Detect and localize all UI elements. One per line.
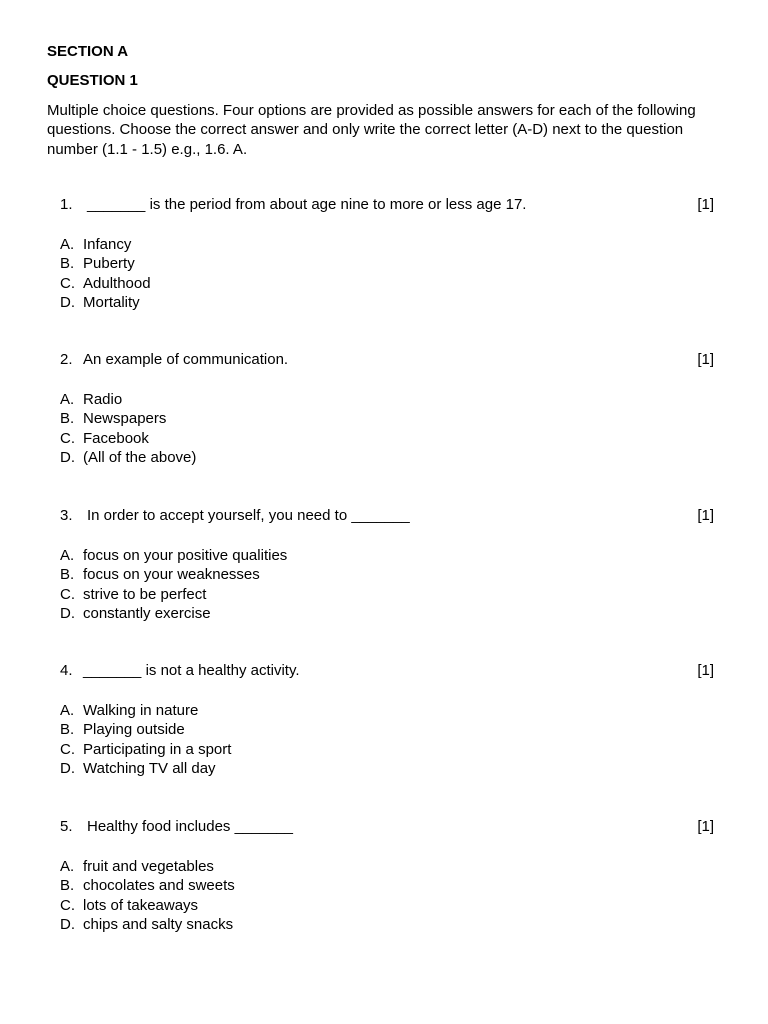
option-c: [60, 429, 714, 448]
question-mark: [1]: [697, 351, 714, 368]
question-text: Healthy food includes _______: [87, 818, 293, 835]
options-list: [60, 546, 714, 623]
option-letter: D.: [60, 448, 75, 466]
option-letter: D.: [60, 604, 75, 622]
option-letter: B.: [60, 410, 75, 428]
option-letter: A.: [60, 391, 75, 408]
option-letter: A.: [60, 236, 75, 253]
option-d: [60, 915, 714, 934]
options-list: [60, 857, 714, 934]
option-text: Participating in a sport: [83, 740, 232, 758]
option-b: [60, 254, 714, 273]
option-c: [60, 896, 714, 915]
option-a: [60, 857, 714, 876]
option-text: Mortality: [83, 293, 140, 311]
option-c: [60, 274, 714, 293]
question-mark: [1]: [697, 507, 714, 524]
option-a: [60, 701, 714, 720]
question-row: [60, 350, 714, 369]
option-a: [60, 546, 714, 565]
option-text: chips and salty snacks: [83, 915, 234, 933]
question-row: [60, 195, 714, 214]
question-3: [60, 506, 714, 623]
question-mark: [1]: [697, 196, 714, 213]
option-b: [60, 876, 714, 895]
option-letter: C.: [60, 585, 75, 603]
question-mark: [1]: [697, 818, 714, 835]
option-letter: C.: [60, 896, 75, 914]
option-b: [60, 565, 714, 584]
question-5: [60, 817, 714, 934]
question-2: [60, 350, 714, 467]
option-text: Radio: [83, 391, 123, 408]
section-title: SECTION A: [47, 43, 129, 60]
option-letter: C.: [60, 274, 75, 292]
question-number: 2.: [60, 351, 73, 368]
option-text: Facebook: [83, 429, 149, 447]
option-letter: D.: [60, 759, 75, 777]
option-a: [60, 235, 714, 254]
option-text: Watching TV all day: [83, 759, 216, 777]
option-text: Adulthood: [83, 274, 151, 292]
option-text: (All of the above): [83, 448, 197, 466]
question-row: [60, 817, 714, 836]
question-1: [60, 195, 714, 312]
option-letter: A.: [60, 702, 75, 719]
option-letter: D.: [60, 915, 75, 933]
option-letter: A.: [60, 547, 75, 564]
question-row: [60, 506, 714, 525]
option-d: [60, 293, 714, 312]
option-text: focus on your weaknesses: [83, 566, 260, 584]
question-text: In order to accept yourself, you need to _______: [87, 507, 410, 524]
question-text: _______ is not a healthy activity.: [83, 662, 300, 679]
option-d: [60, 604, 714, 623]
options-list: [60, 235, 714, 312]
instructions-paragraph: Multiple choice questions. Four options are provided as possible answers for each of the following questions. Choose the correct answer and only write the correct letter (A-D) next to the question number (1.1 - 1.5) e.g., 1.6. A.: [47, 102, 696, 158]
option-text: Infancy: [83, 236, 132, 253]
option-b: [60, 409, 714, 428]
option-a: [60, 390, 714, 409]
option-letter: B.: [60, 877, 75, 895]
option-b: [60, 720, 714, 739]
option-letter: B.: [60, 255, 75, 273]
option-text: lots of takeaways: [83, 896, 199, 914]
question-number: 1.: [60, 196, 73, 213]
option-d: [60, 448, 714, 467]
option-letter: B.: [60, 566, 75, 584]
option-text: Playing outside: [83, 721, 185, 739]
option-letter: C.: [60, 429, 75, 447]
option-c: [60, 740, 714, 759]
question-text: An example of communication.: [83, 351, 289, 368]
option-letter: D.: [60, 293, 75, 311]
option-d: [60, 759, 714, 778]
option-text: Walking in nature: [83, 702, 199, 719]
option-text: Newspapers: [83, 410, 167, 428]
question-row: [60, 661, 714, 680]
question-number: 3.: [60, 507, 73, 524]
option-letter: B.: [60, 721, 75, 739]
option-text: focus on your positive qualities: [83, 547, 288, 564]
question-number: 5.: [60, 818, 73, 835]
question-title: QUESTION 1: [47, 72, 138, 89]
question-number: 4.: [60, 662, 73, 679]
options-list: [60, 701, 714, 778]
option-text: constantly exercise: [83, 604, 211, 622]
question-mark: [1]: [697, 662, 714, 679]
question-text: _______ is the period from about age nine to more or less age 17.: [87, 196, 527, 213]
question-4: [60, 661, 714, 778]
options-list: [60, 390, 714, 467]
option-text: strive to be perfect: [83, 585, 207, 603]
option-letter: C.: [60, 740, 75, 758]
option-c: [60, 585, 714, 604]
option-text: fruit and vegetables: [83, 858, 214, 875]
option-letter: A.: [60, 858, 75, 875]
option-text: chocolates and sweets: [83, 877, 235, 895]
option-text: Puberty: [83, 255, 135, 273]
